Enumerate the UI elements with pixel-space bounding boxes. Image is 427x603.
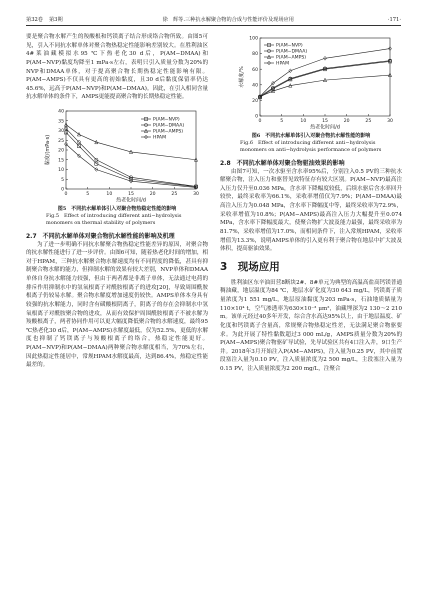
- y-tick-label: 0: [255, 114, 258, 120]
- y-tick-label: 10: [58, 168, 64, 174]
- x-tick-label: 15: [322, 119, 328, 124]
- fig6-chart: [220, 33, 402, 133]
- y-tick-label: 40: [252, 83, 258, 89]
- y-tick-label: 30: [58, 129, 64, 135]
- legend-label: P(AM−DMAA): [153, 123, 185, 129]
- fig6-caption-en: Fig.6 Effect of introducing different anti−hydrolysis monomers on anti−hydrolysis performance of polymers: [240, 140, 382, 154]
- paragraph: 为了进一步明确不同抗水解聚合物热稳定性能差异的原因，对聚合物的抗水解性能进行了进一步评价。由图6可知，随着热老化时间的增加，相对于HPAM，三种抗水解聚合物水解速度均有不同程度的降低，甚具有抑制聚合物水解的能力，但抑制水解的效果有较大差别，NVP单体和DMAA单体自身抗水解能力较强，但由于两者都是非离子单体，无法通过电荷的排斥作用抑制水中的氢氧根离子对酰胺根离子的进攻[20]，导致周围酰胺根离子仍较易水解。聚合物水解度增加速度仍较快。AMPS单体本身具有较强的抗水解能力，同时含有磺酸根阴离子，阴离子的存在会抑制水中氢氧根离子对酰胺聚合物的进攻，从而有效保护周围酰胺根离子不被水解为羧酸根离子，两者协同作用可以更大幅度降低聚合物的水解速度，最终95 ℃热老化30 d后，P(AM−AMPS)水解度最低，仅为52.5%，更低的水解度也抑制了钙镁离子与羧酸根离子的络合，热稳定性能更好。P(AM−NVP)和P(AM−DMAA)两种聚合物水解度相当，为70%左右，因此热稳定性能居中，常规HPAM水解度最高，达到86.4%，热稳定性能最差的。: [26, 241, 208, 369]
- y-tick-label: 0: [61, 187, 64, 193]
- issue: 第3期: [48, 17, 63, 23]
- volume: 第32卷: [26, 17, 43, 23]
- running-header: [26, 10, 401, 26]
- paragraph: 由图7可知，一次水驱至含水率95%后，分别注入0.5 PV的三种抗水解聚合物，注入压力和驱替见效特征存有较大区别。P(AM−NVP)最高注入压力仅升至0.036 MPa，含水率下降幅度较低，后续水驱后含水率回升较快，最终采收率为66.1%，采收率增值仅为7.9%；P(AM−DMAA)最高注入压力为0.048 MPa，含水率下降幅度中等，最终采收率为72.9%，采收率增值为10.8%；P(AM−AMPS)最高注入压力大幅提升至0.074 MPa，含水率下降幅度最大，使聚合物扩大波及能力最强，最终采收率为81.7%，采收率增值为17.0%，而相同条件下，注入常规HPAM，采收率增值为13.3%，说明AMPS单体的引入更有利于聚合物在地层中扩大波及体积，提高驱油效果。: [220, 168, 402, 253]
- x-tick-label: 0: [64, 192, 68, 197]
- right-column: [220, 33, 402, 374]
- x-tick-label: 15: [128, 192, 134, 197]
- y-tick-label: 5: [61, 177, 64, 183]
- legend-label: P(AM−AMPS): [276, 55, 307, 61]
- x-tick-label: 25: [365, 119, 372, 124]
- y-tick-label: 25: [58, 138, 64, 144]
- fig5-chart: [26, 106, 208, 206]
- legend-label: HPAM: [153, 135, 167, 141]
- fig5-caption-cn: 图5 不同抗水解单体引入对聚合物热稳定性能的影响: [57, 206, 177, 212]
- figure-6: [220, 33, 402, 155]
- y-axis-label: 黏度/(mPa·s): [45, 134, 51, 166]
- paragraph: 要是聚合物水解产生的羧酸根和钙镁离子结合形成络合物所致。由图5可见，引入不同抗水解单体对聚合物热稳定性能影响差别较大。在胜利油区4#莱油藏模拟水95 ℃下热老化30 d后，P(AM−DMAA)和P(AM−NVP)黏度均降至1 mPa·s左右，表明只引入质量分数为20%的NVP和DMAA单体，对于提高聚合物长期热稳定性能影响有限。P(AM−AMPS)不仅具有更高的初始黏度，且30 d后黏度保留率仍达45.6%，远高于P(AM−NVP)和P(AM−DMAA)。因此，在引入相同含量抗水解单体的条件下，AMPS更能提高聚合物的长期热稳定性能。: [26, 34, 208, 101]
- y-tick-label: 15: [58, 158, 64, 164]
- x-tick-label: 5: [86, 192, 90, 197]
- fig6-caption-cn: 图6 不同抗水解单体引入对聚合物抗水解性能的影响: [251, 133, 371, 139]
- x-tick-label: 30: [193, 192, 199, 197]
- fig5-caption-en: Fig.5 Effect of introducing different anti−hydrolysis monomers on thermal stability of polymers: [46, 213, 182, 227]
- section-2-7-heading: 2.7 不同抗水解单体对聚合物抗水解性能的影响及机理: [26, 232, 175, 240]
- x-tick-label: 5: [280, 119, 284, 124]
- x-tick-label: 10: [106, 192, 113, 197]
- left-column: [26, 33, 208, 370]
- x-axis-label: 热老化时间/d: [116, 197, 146, 204]
- legend-label: P(AM−NVP): [153, 117, 180, 123]
- y-tick-label: 80: [252, 52, 258, 58]
- journal-volume-issue: [26, 16, 69, 23]
- y-tick-label: 100: [249, 36, 258, 42]
- y-tick-label: 60: [252, 67, 258, 73]
- x-tick-label: 25: [171, 192, 178, 197]
- y-tick-label: 20: [252, 99, 258, 104]
- legend-label: P(AM−AMPS): [153, 129, 184, 135]
- y-axis-label: 水解度/%: [239, 66, 245, 88]
- x-tick-label: 30: [387, 119, 393, 124]
- y-tick-label: 40: [58, 109, 64, 115]
- legend-label: HPAM: [276, 61, 290, 67]
- x-tick-label: 10: [300, 119, 307, 124]
- series-line: [66, 132, 196, 186]
- y-tick-label: 35: [58, 119, 64, 125]
- legend-label: P(AM−NVP): [276, 43, 303, 49]
- legend-label: P(AM−DMAA): [276, 49, 308, 55]
- y-tick-label: 20: [58, 148, 64, 154]
- running-title: 徐 辉等.三种抗水解聚合物的合成与性能评价及现场应用: [162, 17, 294, 23]
- figure-5: [26, 106, 208, 228]
- section-3-heading: 3 现场应用: [220, 260, 280, 273]
- x-tick-label: 0: [258, 119, 262, 124]
- paragraph: 胜利油区东辛油田营8断块2#、8#单元为典型的高温高盐高钙镁普通稠油藏，地层温度为84 ℃，地层水矿化度为30 643 mg/L，钙镁离子质量浓度为1 551 mg/L，地层原油黏度为203 mPa·s，石油地质储量为110×10⁴ t，空气渗透率为630×10⁻³ μm²，油藏埋深为2 130～2 210 m。该单元经过40多年开发，综合含水高达95%以上，由于地层温度、矿化度和钙镁离子含量高，常规聚合物热稳定性差，无法满足聚合物驱要求。为此开展了特性黏数超过3 000 mL/g，AMPS质量分数为20%的P(AM−AMPS)聚合物驱矿导试验，先导试验区共有4口注入井，9口生产井。2018年3月开始注入P(AM−AMPS)，注入量为0.25 PV，其中前置段塞注入量为0.10 PV，注入质量浓度为2 500 mg/L，主段塞注入量为0.15 PV，注入质量浓度为2 200 mg/L，注聚合: [220, 279, 402, 373]
- x-axis-label: 热老化时间/d: [310, 124, 340, 131]
- page-number: ·171·: [387, 17, 401, 23]
- x-tick-label: 20: [149, 192, 156, 197]
- section-2-8-heading: 2.8 不同抗水解单体对聚合物驱油效果的影响: [220, 159, 345, 167]
- x-tick-label: 20: [343, 119, 350, 124]
